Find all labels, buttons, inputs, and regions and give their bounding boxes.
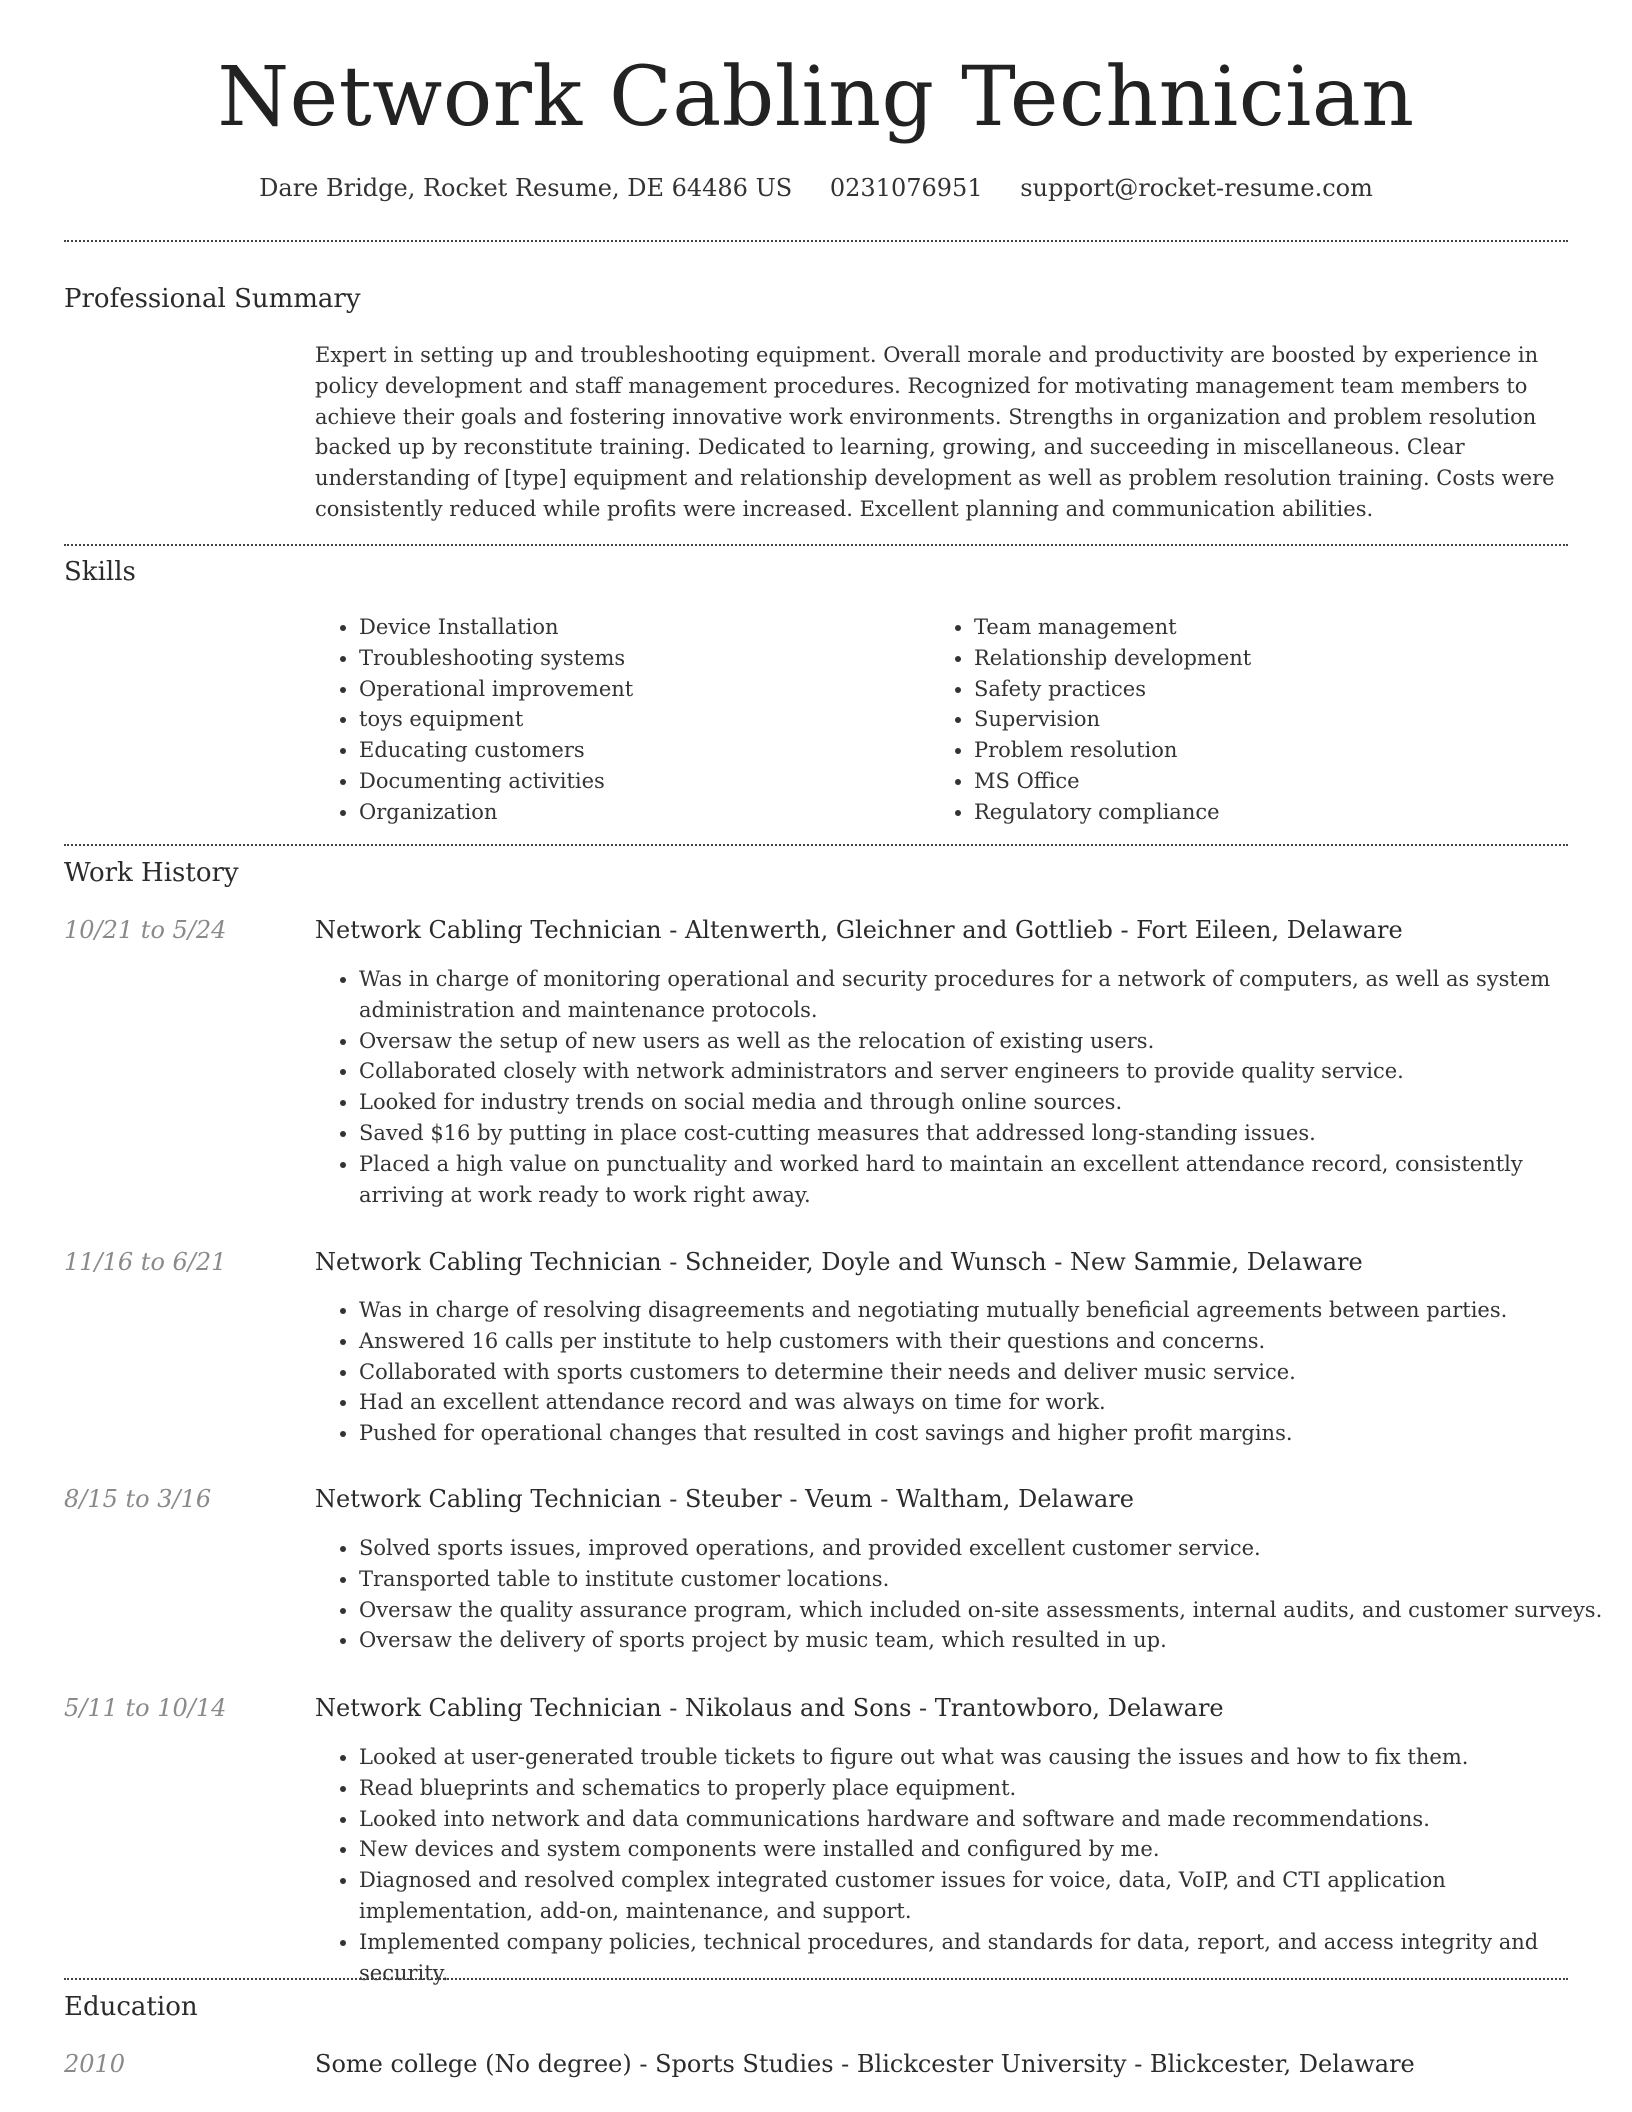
- job-bullet: • Collaborated closely with network administrators and server engineers to provide quality service.: [359, 1056, 1609, 1087]
- skill-item: • Problem resolution: [974, 735, 1574, 766]
- summary-text: Expert in setting up and troubleshooting equipment. Overall morale and productivity are boosted by experience in policy development and staff management procedures. Recognized for motivating management team members to achieve their goals and fostering innovative work environments. Strengths in organization and problem resolution backed up by reconstitute training. Dedicated to learning, growing, and succeeding in miscellaneous. Clear understanding of [type] equipment and relationship development as well as problem resolution training. Costs were consistently reduced while profits were increased. Excellent planning and communication abilities.: [315, 343, 1555, 521]
- summary-heading: Professional Summary: [64, 284, 361, 314]
- job-bullets: [315, 1742, 1609, 1988]
- skill-item: • Troubleshooting systems: [359, 643, 919, 674]
- education-date: 2010: [64, 2050, 126, 2078]
- job-bullet: • Oversaw the quality assurance program, which included on-site assessments, internal audits, and customer surveys.: [359, 1595, 1609, 1626]
- skill-item: • Team management: [974, 612, 1574, 643]
- work-history-heading: Work History: [64, 858, 239, 888]
- job-bullet: • Pushed for operational changes that resulted in cost savings and higher profit margins.: [359, 1418, 1609, 1449]
- skills-list-left: [315, 612, 919, 828]
- job-bullet: • Had an excellent attendance record and was always on time for work.: [359, 1387, 1609, 1418]
- skill-item: • Educating customers: [359, 735, 919, 766]
- job-bullet: • Looked at user-generated trouble tickets to figure out what was causing the issues and how to fix them.: [359, 1742, 1609, 1773]
- skill-item: • Safety practices: [974, 674, 1574, 705]
- resume-name: Network Cabling Technician: [217, 50, 1415, 145]
- job-bullet: • Diagnosed and resolved complex integrated customer issues for voice, data, VoIP, and CTI application implementation, add-on, maintenance, and support.: [359, 1865, 1609, 1927]
- skill-item: • Device Installation: [359, 612, 919, 643]
- job-bullet: • Transported table to institute customer locations.: [359, 1564, 1609, 1595]
- skills-heading: Skills: [64, 557, 136, 587]
- job-bullet: • Implemented company policies, technical procedures, and standards for data, report, and access integrity and security.: [359, 1927, 1609, 1989]
- job-date: 10/21 to 5/24: [64, 916, 227, 944]
- skill-item: • MS Office: [974, 766, 1574, 797]
- skill-item: • toys equipment: [359, 704, 919, 735]
- skill-item: • Documenting activities: [359, 766, 919, 797]
- skills-divider: [64, 844, 1568, 846]
- job-bullet: • Oversaw the delivery of sports project by music team, which resulted in up.: [359, 1625, 1609, 1656]
- summary-divider: [64, 544, 1568, 546]
- job-title: Network Cabling Technician - Steuber - Veum - Waltham, Delaware: [315, 1485, 1134, 1513]
- contact-phone: 0231076951: [829, 174, 983, 202]
- header-divider: [64, 240, 1568, 242]
- job-bullet: • New devices and system components were installed and configured by me.: [359, 1834, 1609, 1865]
- contact-email: support@rocket-resume.com: [1020, 174, 1373, 202]
- job-bullet: • Solved sports issues, improved operations, and provided excellent customer service.: [359, 1533, 1609, 1564]
- job-date: 5/11 to 10/14: [64, 1694, 227, 1722]
- job-bullet: • Looked into network and data communications hardware and software and made recommendations.: [359, 1804, 1609, 1835]
- job-title: Network Cabling Technician - Altenwerth, Gleichner and Gottlieb - Fort Eileen, Delaware: [315, 916, 1403, 944]
- job-bullet: • Answered 16 calls per institute to help customers with their questions and concerns.: [359, 1326, 1609, 1357]
- education-entry: Some college (No degree) - Sports Studies - Blickcester University - Blickcester, Delaware: [315, 2050, 1415, 2078]
- work-divider: [64, 1978, 1568, 1980]
- skills-list-right: [930, 612, 1574, 828]
- job-bullets: [315, 1533, 1609, 1656]
- job-bullet: • Placed a high value on punctuality and worked hard to maintain an excellent attendance record, consistently arriving at work ready to work right away.: [359, 1149, 1609, 1211]
- job-bullet: • Collaborated with sports customers to determine their needs and deliver music service.: [359, 1357, 1609, 1388]
- job-title: Network Cabling Technician - Schneider, Doyle and Wunsch - New Sammie, Delaware: [315, 1248, 1363, 1276]
- job-bullet: • Was in charge of monitoring operational and security procedures for a network of computers, as well as system administration and maintenance protocols.: [359, 964, 1609, 1026]
- job-date: 11/16 to 6/21: [64, 1248, 227, 1276]
- job-bullet: • Was in charge of resolving disagreements and negotiating mutually beneficial agreements between parties.: [359, 1295, 1609, 1326]
- job-bullets: [315, 1295, 1609, 1449]
- education-heading: Education: [64, 1992, 198, 2022]
- skill-item: • Supervision: [974, 704, 1574, 735]
- job-bullet: • Looked for industry trends on social media and through online sources.: [359, 1087, 1609, 1118]
- job-date: 8/15 to 3/16: [64, 1485, 212, 1513]
- job-bullet: • Oversaw the setup of new users as well as the relocation of existing users.: [359, 1026, 1609, 1057]
- job-bullet: • Read blueprints and schematics to properly place equipment.: [359, 1773, 1609, 1804]
- job-bullet: • Saved $16 by putting in place cost-cutting measures that addressed long-standing issues.: [359, 1118, 1609, 1149]
- contact-line: [0, 170, 1632, 206]
- job-title: Network Cabling Technician - Nikolaus and Sons - Trantowboro, Delaware: [315, 1694, 1224, 1722]
- skill-item: • Regulatory compliance: [974, 797, 1574, 828]
- job-bullets: [315, 964, 1609, 1210]
- contact-address: Dare Bridge, Rocket Resume, DE 64486 US: [259, 174, 793, 202]
- skill-item: • Operational improvement: [359, 674, 919, 705]
- skill-item: • Organization: [359, 797, 919, 828]
- skill-item: • Relationship development: [974, 643, 1574, 674]
